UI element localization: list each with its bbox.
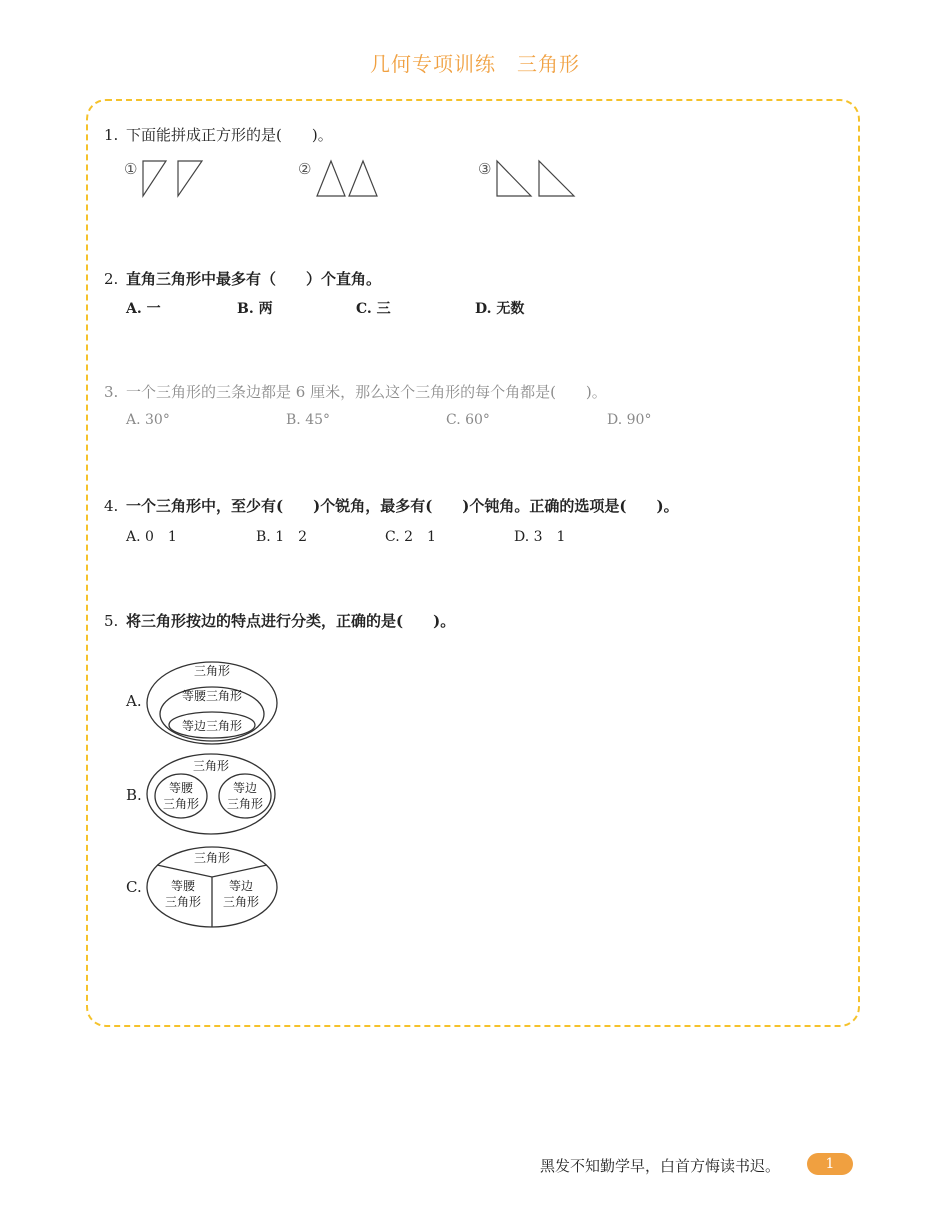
question-number: 2. (104, 270, 119, 288)
right-triangles-horizontal-icon (494, 158, 580, 200)
question-1 (104, 124, 333, 145)
option-d[interactable]: D. 3 1 (514, 529, 566, 545)
question-text: 将三角形按边的特点进行分类，正确的是( )。 (126, 612, 456, 630)
option-c[interactable]: C. 2 1 (385, 529, 436, 545)
question-4 (104, 495, 679, 516)
question-text: 一个三角形中，至少有( )个锐角，最多有( )个钝角。正确的选项是( )。 (126, 497, 679, 515)
question-5 (104, 610, 455, 631)
diagram-c-top-text: 三角形 (193, 851, 231, 865)
diagram-a-middle-text: 等腰三角形 (181, 689, 243, 703)
diagram-b-right-text-2: 三角形 (226, 797, 264, 811)
option-a[interactable]: A. 0 1 (126, 529, 177, 545)
diagram-a-outer-text: 三角形 (193, 664, 231, 678)
question-number: 5. (104, 612, 119, 630)
option-c[interactable]: C. 60° (446, 412, 490, 428)
option-b[interactable]: B. 1 2 (256, 529, 308, 545)
option-c-label[interactable]: C. (126, 878, 142, 896)
diagram-b-left-text-2: 三角形 (162, 797, 200, 811)
option-marker: ① (124, 160, 138, 178)
option-marker: ② (298, 160, 312, 178)
option-c[interactable]: C. 三 (356, 301, 391, 317)
diagram-b-outer-text: 三角形 (192, 759, 230, 773)
option-d[interactable]: D. 90° (607, 412, 652, 428)
isosceles-triangles-icon (314, 158, 380, 200)
page-title: 几何专项训练 三角形 (370, 52, 580, 76)
diagram-c-left-text-2: 三角形 (164, 895, 202, 909)
option-b[interactable]: B. 45° (286, 412, 331, 428)
right-triangles-vertical-icon (140, 158, 206, 200)
question-number: 4. (104, 497, 119, 515)
diagram-b-separate-ellipses (145, 752, 281, 836)
question-text: 直角三角形中最多有（ ）个直角。 (126, 270, 382, 288)
option-b[interactable]: B. 两 (237, 301, 273, 317)
option-b-label[interactable]: B. (126, 786, 142, 804)
option-d[interactable]: D. 无数 (475, 301, 525, 317)
diagram-c-partitioned-ellipse (145, 844, 281, 930)
diagram-c-left-text-1: 等腰 (170, 879, 196, 893)
question-text: 下面能拼成正方形的是( )。 (126, 126, 333, 144)
diagram-a-inner-text: 等边三角形 (181, 719, 243, 733)
footer-quote: 黑发不知勤学早，白首方悔读书迟。 (539, 1157, 780, 1175)
question-2 (104, 268, 381, 289)
question-number: 3. (104, 383, 119, 401)
diagram-c-right-text-2: 三角形 (222, 895, 260, 909)
option-a-label[interactable]: A. (126, 692, 142, 710)
diagram-a-nested-ellipses (145, 660, 281, 746)
question-3 (104, 381, 607, 402)
question-number: 1. (104, 126, 119, 144)
diagram-b-left-text-1: 等腰 (168, 781, 194, 795)
diagram-b-right-text-1: 等边 (232, 781, 258, 795)
page-number-badge: 1 (807, 1153, 853, 1175)
option-marker: ③ (478, 160, 492, 178)
option-a[interactable]: A. 30° (126, 412, 170, 428)
question-text: 一个三角形的三条边都是 6 厘米，那么这个三角形的每个角都是( )。 (126, 383, 607, 401)
diagram-c-right-text-1: 等边 (228, 879, 254, 893)
option-a[interactable]: A. 一 (126, 301, 161, 317)
